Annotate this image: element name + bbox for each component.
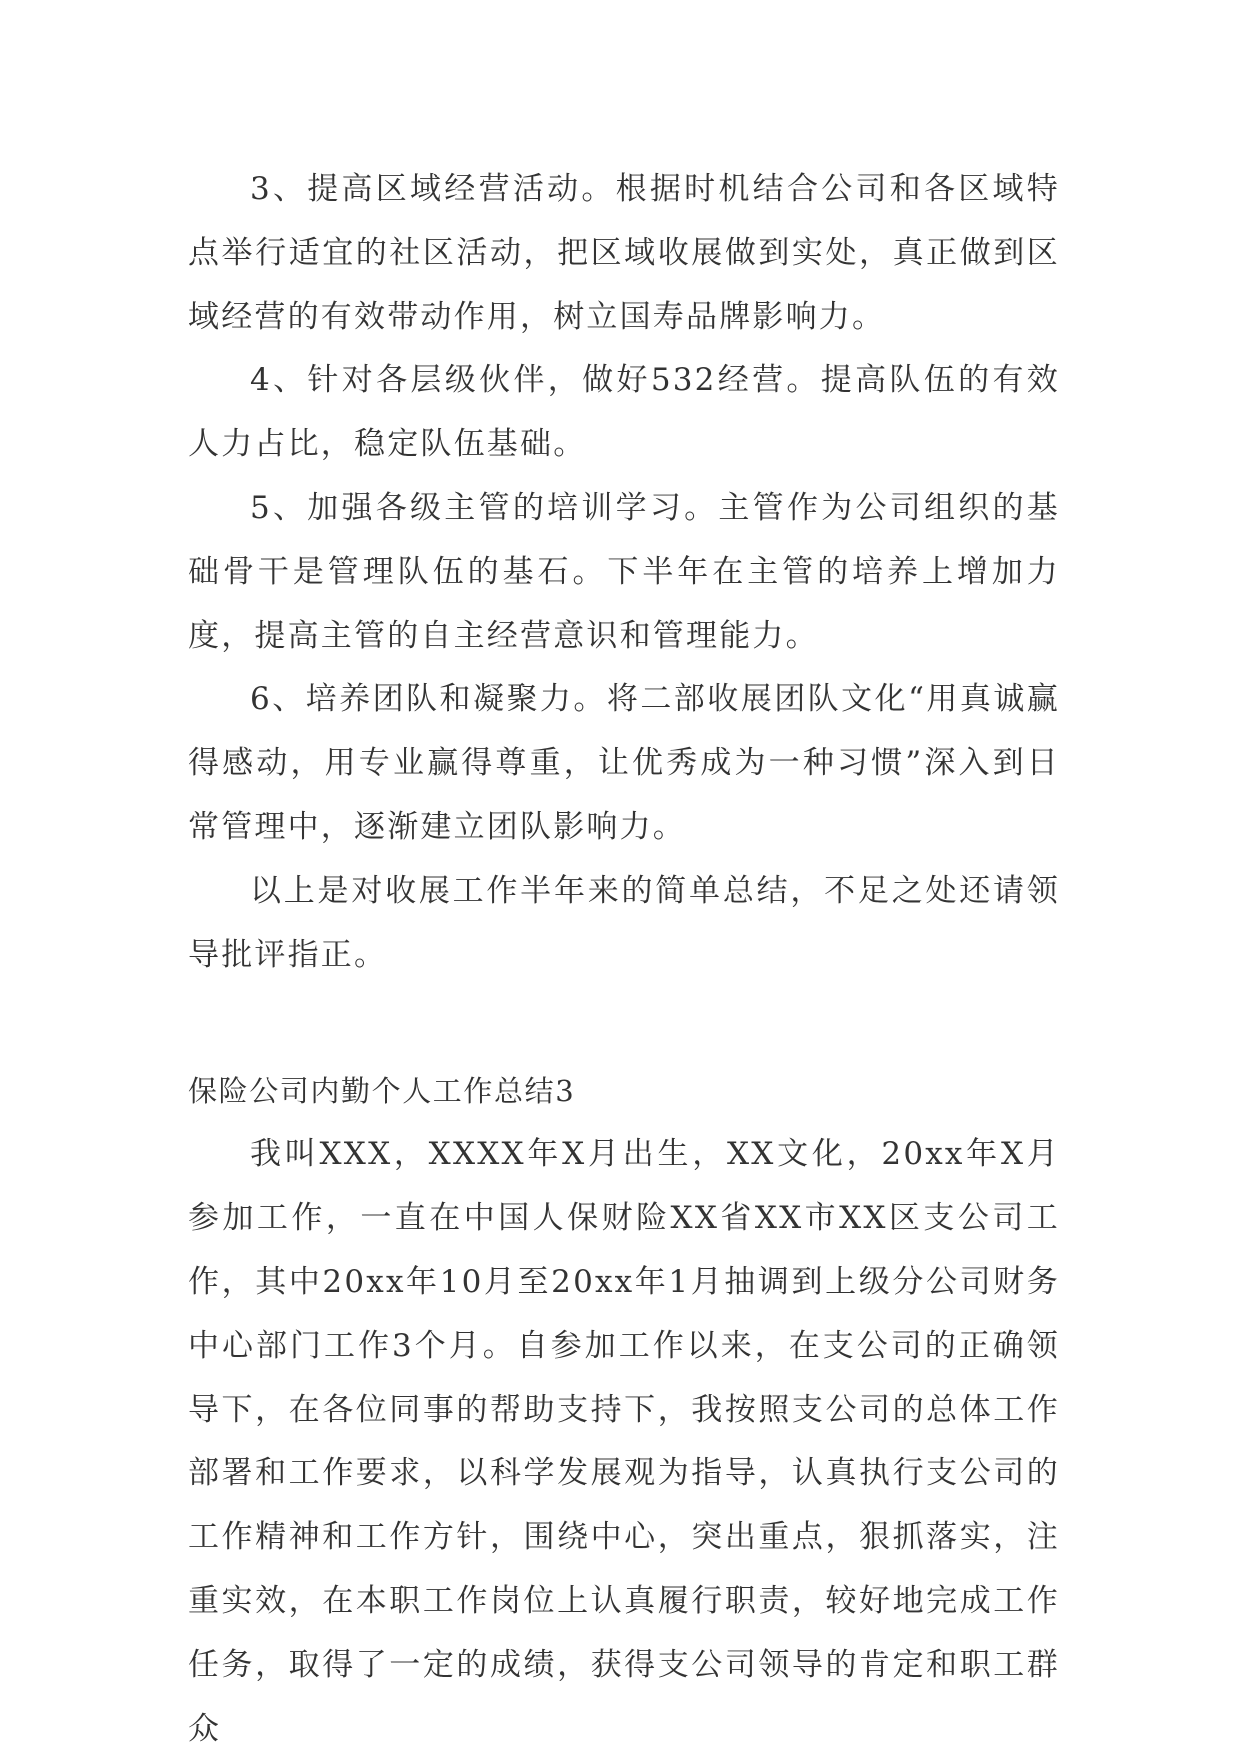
closing-paragraph: 以上是对收展工作半年来的简单总结，不足之处还请领导批评指正。 — [188, 872, 1060, 973]
paragraph-item-4: 4、针对各层级伙伴，做好532经营。提高队伍的有效人力占比，稳定队伍基础。 — [188, 362, 1060, 463]
body-paragraph: 我叫XXX，XXXX年X月出生，XX文化，20xx年X月参加工作，一直在中国人保财险XX省XX市XX区支公司工作，其中20xx年10月至20xx年1月抽调到上级分公司财务中心部门工作3个月。自参加工作以来，在支公司的正确领导下，在各位同事的帮助支持下，我按照支公司的总体工作部署和工作要求，以科学发展观为指导，认真执行支公司的工作精神和工作方针，围绕中心，突出重点，狠抓落实，注重实效，在本职工作岗位上认真履行职责，较好地完成工作任务，取得了一定的成绩，获得支公司领导的肯定和职工群众 — [188, 1136, 1060, 1747]
paragraph-item-5: 5、加强各级主管的培训学习。主管作为公司组织的基础骨干是管理队伍的基石。下半年在主管的培养上增加力度，提高主管的自主经营意识和管理能力。 — [188, 489, 1060, 654]
paragraph-item-6: 6、培养团队和凝聚力。将二部收展团队文化“用真诚赢得感动，用专业赢得尊重，让优秀成为一种习惯”深入到日常管理中，逐渐建立团队影响力。 — [188, 681, 1060, 845]
document-body — [188, 158, 1060, 1761]
paragraph-item-3: 3、提高区域经营活动。根据时机结合公司和各区域特点举行适宜的社区活动，把区域收展做到实处，真正做到区域经营的有效带动作用，树立国寿品牌影响力。 — [188, 171, 1060, 335]
section-heading: 保险公司内勤个人工作总结3 — [188, 1074, 576, 1109]
